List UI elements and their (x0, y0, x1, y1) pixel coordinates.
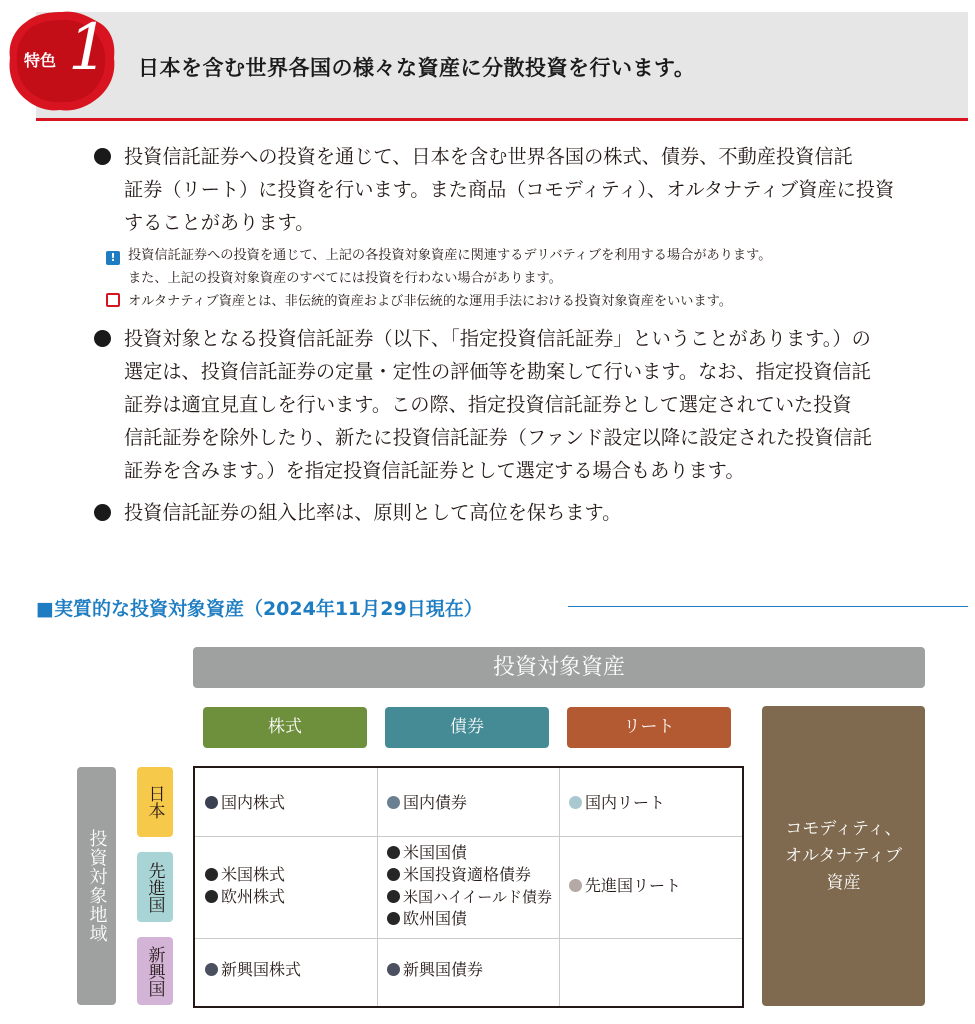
bullet-dot-icon (205, 868, 218, 881)
feature-badge (6, 8, 118, 112)
bullet-icon (94, 148, 111, 165)
badge-label: 特色 (24, 51, 57, 70)
bullet-line: 投資信託証券の組入比率は、原則として高位を保ちます。 (124, 501, 622, 524)
cell-jp-bond (387, 792, 467, 814)
bullet-dot-icon (205, 963, 218, 976)
cell-dev-stock (205, 864, 285, 908)
bullet-dot-icon (205, 890, 218, 903)
bullet-dot-icon (569, 879, 582, 892)
book-icon (106, 293, 120, 307)
bullet-icon (94, 504, 111, 521)
section-title: ■実質的な投資対象資産（2024年11月29日現在） (36, 598, 483, 620)
definition-note (106, 290, 956, 313)
bullet-line: 証券は適宜見直しを行います。この際、指定投資信託証券として選定されていた投資 (124, 393, 852, 416)
list-item: 先進国リート (569, 875, 681, 897)
bullet-dot-icon (387, 846, 400, 859)
list-item: 国内債券 (387, 792, 467, 814)
list-item: 欧州国債 (387, 908, 552, 930)
bullet-dot-icon (387, 890, 400, 903)
grid-divider (195, 836, 742, 837)
cell-jp-stock (205, 792, 285, 814)
cell-em-stock (205, 959, 301, 981)
warning-note-line1: 投資信託証券への投資を通じて、上記の各投資対象資産に関連するデリバティブを利用する場合があります。 (128, 248, 772, 263)
grid-divider (195, 938, 742, 939)
list-item: 米国投資適格債券 (387, 864, 552, 886)
bullet-line: 証券を含みます。）を指定投資信託証券として選定する場合もあります。 (124, 459, 745, 482)
list-item: 新興国債券 (387, 959, 483, 981)
warning-note-line2: また、上記の投資対象資産のすべてには投資を行わない場合があります。 (128, 271, 562, 286)
cell-dev-reit (569, 875, 681, 897)
bullet-dot-icon (387, 963, 400, 976)
bullet-line: することがあります。 (124, 211, 315, 234)
bullet-line: 信託証券を除外したり、新たに投資信託証券（ファンド設定以降に設定された投資信託 (124, 426, 872, 449)
list-item: 欧州株式 (205, 886, 285, 908)
category-reit: リート (567, 707, 731, 748)
bullet-dot-icon (387, 912, 400, 925)
commodity-line: コモディティ、 (785, 818, 902, 839)
list-item: 国内リート (569, 792, 665, 814)
cell-em-bond (387, 959, 483, 981)
badge-number: 1 (68, 11, 109, 85)
category-bond: 債券 (385, 707, 549, 748)
asset-grid (193, 766, 744, 1008)
commodity-alternative-box (762, 706, 925, 1006)
bullet-dot-icon (205, 796, 218, 809)
grid-divider (377, 768, 378, 1006)
region-emerging: 新興国 (137, 937, 173, 1005)
header-divider (36, 118, 968, 121)
bullet-line: 投資信託証券への投資を通じて、日本を含む世界各国の株式、債券、不動産投資信託 (124, 145, 853, 168)
list-item: 新興国株式 (205, 959, 301, 981)
cell-dev-bond (387, 842, 552, 930)
region-japan: 日本 (137, 767, 173, 837)
region-developed: 先進国 (137, 852, 173, 922)
page-title: 日本を含む世界各国の様々な資産に分散投資を行います。 (138, 56, 696, 80)
bullet-line: 投資対象となる投資信託証券（以下、「指定投資信託証券」ということがあります。）の (124, 327, 871, 350)
bullet-dot-icon (387, 796, 400, 809)
bullet-dot-icon (569, 796, 582, 809)
commodity-line: 資産 (826, 872, 861, 893)
definition-note-text: オルタナティブ資産とは、非伝統的資産および非伝統的な運用手法における投資対象資産をいいます。 (128, 294, 732, 309)
section-rule (568, 606, 968, 607)
list-item: 米国国債 (387, 842, 552, 864)
commodity-line: オルタナティブ (785, 845, 902, 866)
list-item: 国内株式 (205, 792, 285, 814)
regions-header: 投資対象地域 (77, 767, 116, 1005)
category-stock: 株式 (203, 707, 367, 748)
cell-jp-reit (569, 792, 665, 814)
bullet-dot-icon (387, 868, 400, 881)
bullet-line: 選定は、投資信託証券の定量・定性の評価等を勘案して行います。なお、指定投資信託 (124, 360, 871, 383)
assets-header: 投資対象資産 (193, 647, 925, 688)
bullet-icon (94, 330, 111, 347)
list-item: 米国株式 (205, 864, 285, 886)
grid-divider (559, 768, 560, 1006)
exclamation-icon: ! (106, 251, 120, 265)
warning-note (106, 244, 956, 267)
list-item: 米国ハイイールド債券 (387, 886, 552, 908)
bullet-line: 証券（リート）に投資を行います。また商品（コモディティ）、オルタナティブ資産に投資 (124, 178, 895, 201)
